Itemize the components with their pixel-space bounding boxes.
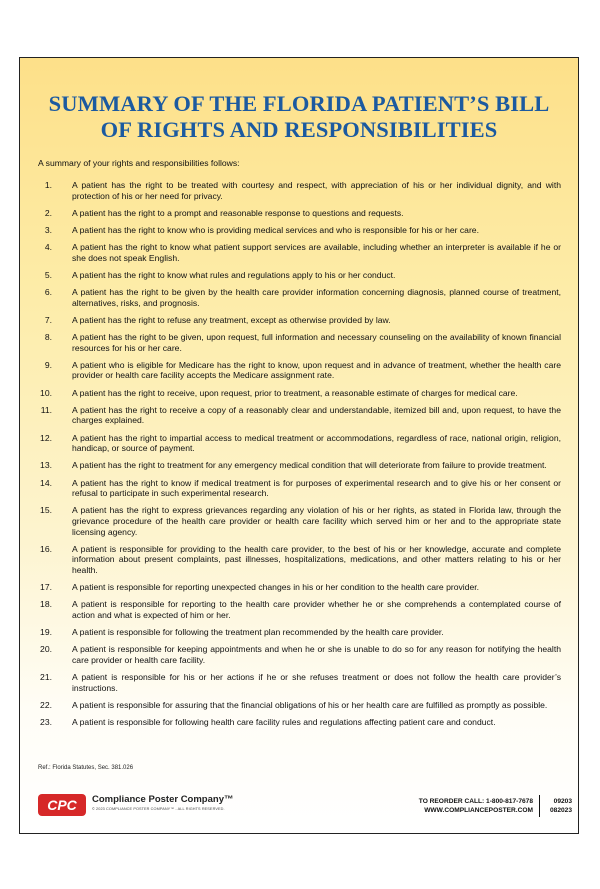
list-item [38, 460, 561, 471]
item-text: A patient is responsible for reporting unexpected changes in his or her condition to the health care provider. [72, 582, 480, 593]
poster-codes [550, 797, 572, 815]
item-text: A patient is responsible for reporting to the health care provider whether he or she comprehends a contemplated course of action and what is expected of him or her. [72, 599, 561, 620]
item-number: 1. [44, 180, 52, 190]
item-text: A patient has the right to express grievances regarding any violation of his or her rights, as stated in Florida law, through the grievance procedure of the health care provider or health care facility which served him or her and to the appropriate state licensing agency. [72, 505, 561, 537]
item-number: 11. [40, 404, 52, 415]
item-number: 9. [44, 359, 52, 370]
item-number: 13. [40, 460, 52, 471]
footer [20, 788, 578, 828]
list-item [38, 315, 561, 326]
list-item [38, 582, 561, 593]
item-number: 19. [40, 627, 52, 638]
item-text: A patient is responsible for following the treatment plan recommended by the health care provider. [72, 627, 444, 638]
item-number: 23. [40, 717, 52, 728]
list-item [38, 700, 561, 711]
list-item [38, 672, 561, 693]
item-number: 17. [40, 582, 52, 593]
poster-date-code: 082023 [549, 807, 572, 814]
list-item [38, 599, 561, 620]
item-number: 22. [40, 699, 52, 710]
item-text: A patient is responsible for following health care facility rules and regulations affecting patient care and conduct. [72, 717, 496, 728]
list-item [38, 544, 561, 576]
list-item [38, 270, 561, 281]
list-item [38, 287, 561, 308]
item-number: 8. [44, 332, 52, 343]
item-text: A patient has the right to a prompt and reasonable response to questions and requests. [72, 207, 404, 218]
item-text: A patient is responsible for assuring that the financial obligations of his or her health care are fulfilled as promptly as possible. [72, 699, 548, 710]
list-item [38, 627, 561, 638]
item-number: 10. [40, 387, 52, 398]
item-number: 2. [44, 207, 52, 218]
page-title: SUMMARY OF THE FLORIDA PATIENT’S BILL OF RIGHTS AND RESPONSIBILITIES [48, 91, 550, 142]
item-number: 7. [44, 314, 52, 325]
list-item [38, 360, 561, 381]
item-text: A patient has the right to be treated with courtesy and respect, with appreciation of his or her individual dignity, and with protection of his or her need for privacy. [72, 180, 561, 201]
footer-divider [539, 795, 541, 817]
item-number: 4. [44, 242, 52, 253]
item-number: 6. [44, 287, 52, 298]
item-number: 15. [40, 505, 52, 516]
item-text: A patient is responsible for providing to the health care provider, to the best of his or her knowledge, accurate and complete information about present complaints, past illnesses, hospitalizations, medications, and other matters relating to his or her health. [72, 543, 561, 575]
list-item [38, 388, 561, 399]
list-item [38, 505, 561, 537]
item-number: 21. [40, 672, 52, 683]
item-text: A patient has the right to know what rules and regulations apply to his or her conduct. [72, 269, 396, 280]
item-number: 5. [44, 269, 52, 280]
copyright-text: © 2023 COMPLIANCE POSTER COMPANY™ - ALL RIGHTS RESERVED. [92, 807, 225, 811]
poster [19, 57, 579, 834]
item-text: A patient has the right to know if medical treatment is for purposes of experimental research and to give his or her consent or refusal to participate in such experimental research. [72, 477, 561, 499]
intro-text: A summary of your rights and responsibilities follows: [38, 158, 240, 168]
list-item [38, 717, 561, 728]
logo-text: CPC [47, 797, 77, 813]
item-text: A patient is responsible for keeping appointments and when he or she is unable to do so for any reason for notifying the health care provider or health care facility. [72, 644, 561, 665]
reorder-phone: TO REORDER CALL: 1-800-817-7678 [418, 798, 533, 805]
item-number: 12. [40, 432, 52, 443]
rights-list [38, 180, 561, 734]
list-item [38, 242, 561, 263]
list-item [38, 208, 561, 219]
list-item [38, 332, 561, 353]
list-item [38, 478, 561, 499]
list-item [38, 433, 561, 454]
item-text: A patient has the right to know what patient support services are available, including whether an interpreter is available if he or she does not speak English. [72, 242, 561, 263]
item-text: A patient is responsible for his or her actions if he or she refuses treatment or does not follow the health care provider’s instructions. [72, 672, 561, 693]
list-item [38, 405, 561, 426]
item-text: A patient has the right to be given, upon request, full information and necessary counseling on the availability of known financial resources for his or her care. [72, 332, 561, 353]
item-text: A patient has the right to impartial access to medical treatment or accommodations, regardless of race, national origin, religion, handicap, or source of payment. [72, 432, 561, 454]
item-text: A patient has the right to treatment for any emergency medical condition that will deteriorate from failure to provide treatment. [72, 460, 547, 471]
item-number: 14. [40, 477, 52, 488]
statute-reference: Ref.: Florida Statutes, Sec. 381.026 [38, 765, 134, 771]
item-text: A patient has the right to receive a copy of a reasonably clear and understandable, itemized bill and, upon request, to have the charges explained. [72, 404, 561, 426]
item-text: A patient has the right to receive, upon request, prior to treatment, a reasonable estimate of charges for medical care. [72, 387, 518, 398]
cpc-logo-icon [38, 794, 86, 816]
item-number: 3. [44, 224, 52, 235]
item-number: 20. [40, 644, 52, 655]
item-number: 18. [40, 599, 52, 610]
list-item [38, 225, 561, 236]
item-text: A patient has the right to know who is providing medical services and who is responsible for his or her care. [72, 224, 479, 235]
item-number: 16. [40, 543, 52, 554]
poster-code: 09203 [553, 798, 572, 805]
item-text: A patient has the right to refuse any treatment, except as otherwise provided by law. [72, 314, 391, 325]
reorder-info [419, 797, 533, 815]
company-name: Compliance Poster Company™ [92, 794, 234, 805]
item-text: A patient has the right to be given by the health care provider information concerning diagnosis, planned course of treatment, alternatives, risks, and prognosis. [72, 287, 561, 308]
item-text: A patient who is eligible for Medicare has the right to know, upon request and in advance of treatment, whether the health care provider or health care facility accepts the Medicare assignment rate. [72, 359, 561, 381]
list-item [38, 180, 561, 201]
list-item [38, 644, 561, 665]
reorder-website: WWW.COMPLIANCEPOSTER.COM [424, 807, 533, 814]
